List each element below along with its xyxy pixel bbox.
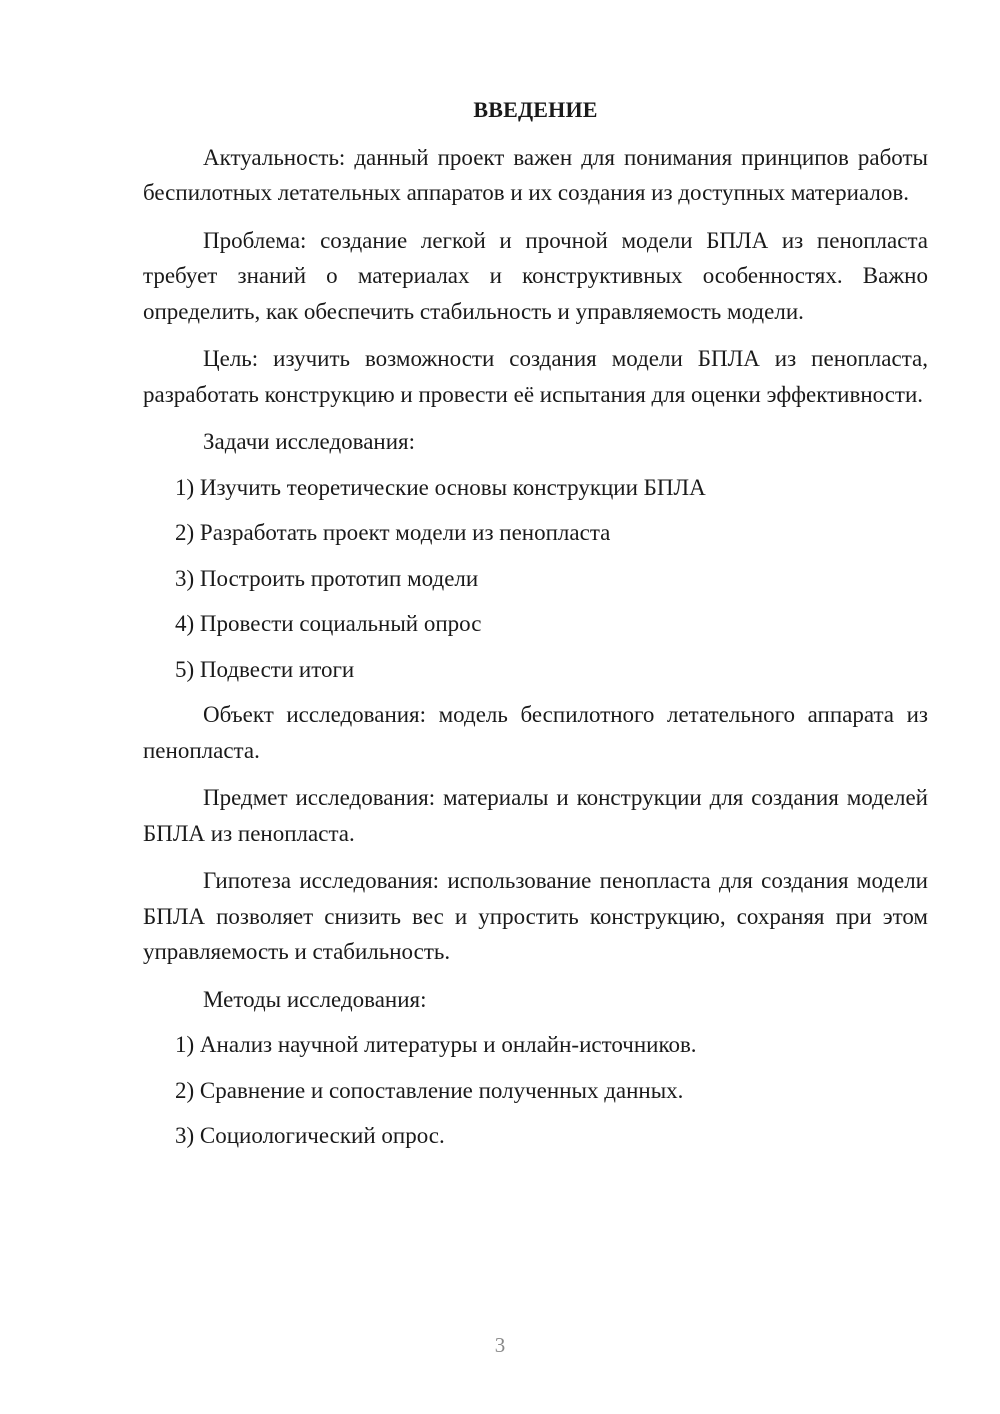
list-item: 3) Построить прототип модели	[175, 565, 479, 591]
paragraph-object: Объект исследования: модель беспилотного летательного аппарата из пенопласта.	[143, 702, 928, 763]
list-item: 4) Провести социальный опрос	[175, 611, 482, 636]
list-item: 3) Социологический опрос.	[175, 1123, 445, 1148]
page-number: 3	[494, 1333, 506, 1357]
list-item: 5) Подвести итоги	[175, 656, 355, 682]
page-title: ВВЕДЕНИЕ	[473, 97, 598, 122]
list-item: 1) Изучить теоретические основы конструкции БПЛА	[175, 474, 706, 500]
page-content	[143, 92, 928, 1164]
list-item: 2) Сравнение и сопоставление полученных данных.	[175, 1077, 684, 1103]
paragraph-relevance: Актуальность: данный проект важен для понимания принципов работы беспилотных летательных аппаратов и их создания из доступных материалов.	[143, 144, 928, 205]
paragraph-goal: Цель: изучить возможности создания модели БПЛА из пенопласта, разработать конструкцию и провести её испытания для оценки эффективности.	[143, 346, 928, 407]
list-item: 1) Анализ научной литературы и онлайн-источников.	[175, 1032, 697, 1057]
list-item: 2) Разработать проект модели из пенопласта	[175, 520, 611, 545]
tasks-heading: Задачи исследования:	[203, 429, 416, 454]
paragraph-hypothesis: Гипотеза исследования: использование пенопласта для создания модели БПЛА позволяет снизить вес и упростить конструкцию, сохраняя при этом управляемость и стабильность.	[143, 868, 928, 964]
methods-heading: Методы исследования:	[203, 986, 427, 1012]
methods-list	[143, 1027, 928, 1154]
paragraph-subject: Предмет исследования: материалы и конструкции для создания моделей БПЛА из пенопласта.	[143, 785, 928, 846]
paragraph-problem: Проблема: создание легкой и прочной модели БПЛА из пенопласта требует знаний о материалах и конструктивных особенностях. Важно определить, как обеспечить стабильность и управляемость модели.	[143, 227, 928, 324]
tasks-list	[143, 470, 928, 688]
